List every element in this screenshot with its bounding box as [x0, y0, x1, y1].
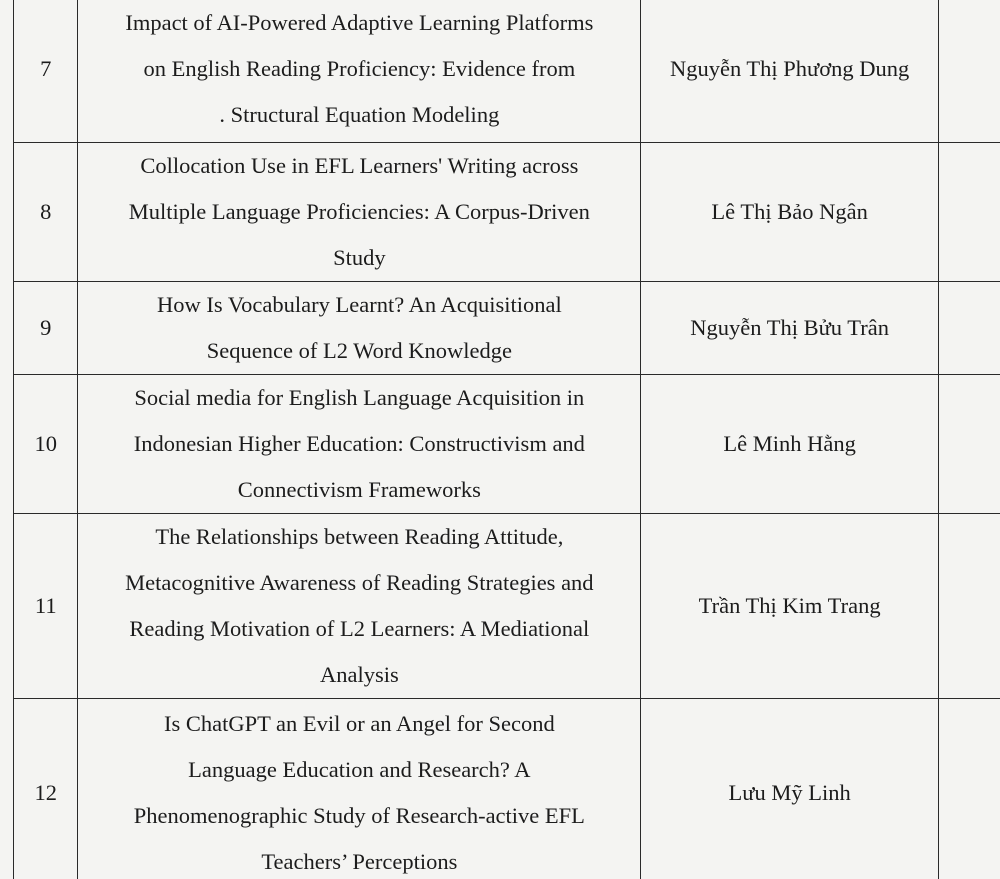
presenter-cell [641, 0, 939, 143]
presenter-name: Lê Minh Hằng [723, 431, 856, 456]
presentation-title [78, 699, 641, 879]
title-line: How Is Vocabulary Learnt? An Acquisitional [156, 292, 562, 317]
title-line: The Relationships between Reading Attitude, [155, 524, 564, 549]
presenter-name: Lưu Mỹ Linh [728, 779, 851, 805]
table-row [14, 143, 1000, 282]
presenter-cell [641, 143, 939, 282]
presentation-title [78, 282, 641, 375]
table-row [14, 514, 1000, 699]
presentation-schedule-table [13, 0, 1000, 879]
row-number: 11 [14, 514, 78, 699]
presenter-cell [641, 375, 939, 514]
table-row [14, 699, 1000, 879]
presenter-cell [641, 514, 939, 699]
table-row [14, 282, 1000, 375]
table-row [14, 0, 1000, 143]
extra-column-cell [939, 699, 1000, 879]
extra-column-cell [939, 0, 1000, 143]
title-line: Is ChatGPT an Evil or an Angel for Second [163, 710, 555, 736]
title-line: Social media for English Language Acquisition in [134, 385, 585, 410]
row-number: 12 [14, 699, 78, 879]
title-line: Teachers’ Perceptions [261, 848, 458, 874]
extra-column-cell [939, 375, 1000, 514]
title-line: Language Education and Research? A [188, 756, 531, 782]
title-line: Metacognitive Awareness of Reading Strategies and [125, 570, 594, 595]
title-line: . Structural Equation Modeling [219, 101, 500, 127]
row-number: 10 [14, 375, 78, 514]
presenter-name: Nguyễn Thị Bửu Trân [690, 315, 889, 340]
presentation-title [78, 514, 641, 699]
title-line: Reading Motivation of L2 Learners: A Mediational [129, 616, 590, 641]
title-line: Impact of AI-Powered Adaptive Learning Platforms [125, 9, 594, 35]
title-line: Analysis [319, 662, 399, 687]
presenter-cell [641, 699, 939, 879]
row-number: 8 [14, 143, 78, 282]
extra-column-cell [939, 282, 1000, 375]
presentation-title [78, 0, 641, 143]
presentation-title [78, 375, 641, 514]
table-row [14, 375, 1000, 514]
extra-column-cell [939, 143, 1000, 282]
presentation-title [78, 143, 641, 282]
title-line: Connectivism Frameworks [237, 477, 481, 502]
presenter-name: Trần Thị Kim Trang [698, 593, 881, 618]
title-line: Indonesian Higher Education: Constructivism and [133, 431, 585, 456]
title-line: Multiple Language Proficiencies: A Corpus-Driven [128, 199, 590, 224]
title-line: Sequence of L2 Word Knowledge [206, 338, 512, 363]
presenter-name: Nguyễn Thị Phương Dung [669, 55, 910, 81]
title-line: Collocation Use in EFL Learners' Writing across [140, 153, 579, 178]
extra-column-cell [939, 514, 1000, 699]
presenter-cell [641, 282, 939, 375]
title-line: Study [333, 245, 386, 270]
presenter-name: Lê Thị Bảo Ngân [711, 199, 868, 224]
title-line: Phenomenographic Study of Research-active EFL [133, 802, 585, 828]
row-number: 7 [14, 0, 78, 143]
title-line: on English Reading Proficiency: Evidence from [143, 55, 576, 81]
row-number: 9 [14, 282, 78, 375]
